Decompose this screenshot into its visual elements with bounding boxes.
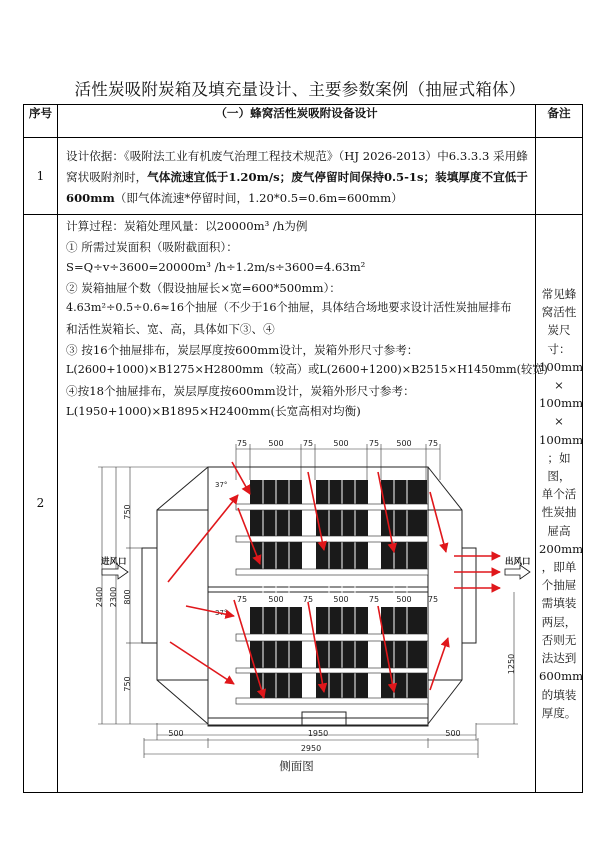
dim-top-label: 500 (268, 438, 284, 448)
dim-top-label: 75 (236, 438, 248, 448)
note-line: 100mm (539, 396, 584, 411)
dim-top-label: 75 (427, 438, 439, 448)
note-line: 厚度。 (541, 705, 577, 720)
dim-top-label: 75 (368, 438, 380, 448)
header-no: 序号 (24, 105, 58, 138)
calc-line: ③ 按16个抽屉排布，炭层厚度按600mm设计，炭箱外形尺寸参考： (66, 342, 419, 357)
table-header-row (24, 105, 583, 138)
dim-top-label: 75 (302, 438, 314, 448)
inlet-arrow-icon (102, 565, 128, 579)
row1-text-a: 设计依据：《吸附法工业有机废气治理工程技术规范》（HJ 2026-2013）中6.3.3.3 采用蜂窝状吸附剂时， (66, 149, 528, 184)
design-table (23, 104, 583, 793)
carbon-box-drawing (58, 422, 536, 740)
top-dimension-line (236, 444, 440, 480)
table-row-1 (24, 138, 583, 215)
note-line: 个抽屉 (541, 578, 577, 593)
outlet-arrow-icon (505, 565, 530, 579)
note-line: 100mm (539, 432, 584, 447)
calc-line: 4.63m²÷0.5÷0.6≈16个抽屉（不少于16个抽屉，具体结合场地要求设计活性炭抽屉排布 (66, 301, 512, 315)
row2-number: 2 (24, 215, 58, 793)
note-line: ，即单 (541, 560, 577, 575)
note-line: 常见蜂 (541, 287, 577, 302)
header-note: 备注 (536, 105, 583, 138)
calc-line: L(2600+1000)×B1275×H2800mm（较高）或L(2600+1200)×B2515×H1450mm(较宽) (66, 363, 548, 377)
dim-total-label: 2950 (300, 743, 322, 753)
inlet-label: 进风口 (101, 556, 127, 567)
row2-content (58, 215, 548, 793)
calc-line: S=Q÷v÷3600=20000m³ /h÷1.2m/s÷3600=4.63m² (66, 260, 366, 275)
note-line: 性炭抽 (541, 505, 577, 520)
row1-text-bold: 气体流速宜低于1.20m/s；废气停留时间保持0.5-1s；装填厚度不宜低于600mm (66, 170, 528, 205)
side-view-diagram (58, 422, 535, 740)
note-line: ；如图， (547, 450, 571, 484)
bottom-dimension-area (58, 728, 535, 792)
row1-note (536, 138, 583, 215)
diagram-caption: 侧面图 (279, 758, 314, 773)
top-dimension-labels (237, 439, 438, 448)
dim-mid-label: 75 (427, 594, 439, 604)
dim-right-label: 1250 (507, 653, 516, 675)
note-line: 炭尺 (547, 323, 571, 338)
dim-left-label: 2400 (95, 586, 104, 608)
calc-line: ④按18个抽屉排布，炭层厚度按600mm设计，炭箱外形尺寸参考： (66, 383, 415, 398)
note-line: 否则无 (541, 632, 577, 647)
note-line: 寸： (547, 341, 571, 356)
dim-top-label: 500 (396, 438, 412, 448)
note-line: 100mm (539, 359, 584, 374)
dim-left-label: 2300 (109, 586, 118, 608)
note-line: 需填装 (541, 596, 577, 611)
dim-bottom-label: 500 (168, 728, 184, 738)
dim-top-label: 500 (333, 438, 349, 448)
note-line: 两层， (541, 614, 577, 629)
dim-left-label: 800 (123, 589, 132, 605)
row2-note (536, 215, 583, 793)
calc-line: 和活性炭箱长、宽、高，具体如下③、④ (66, 321, 275, 336)
dim-left-label: 750 (123, 504, 132, 520)
dim-bottom-label: 1950 (307, 728, 329, 738)
note-line: 法达到 (541, 651, 577, 666)
upper-carbon-drawers (250, 480, 427, 569)
dim-bottom-label: 500 (445, 728, 461, 738)
table-row-2 (24, 215, 583, 793)
note-line: 200mm (539, 541, 584, 556)
mid-dimension-labels (237, 595, 438, 604)
note-line: 屉高 (547, 523, 571, 538)
angle-label: 37° (215, 608, 228, 617)
angle-label: 37° (215, 480, 228, 489)
calc-line: ② 炭箱抽屉个数（假设抽屉长×宽=600*500mm）： (66, 280, 341, 295)
dim-mid-label: 75 (368, 594, 380, 604)
calc-line: L(1950+1000)×B1895×H2400mm(长宽高相对均衡) (66, 404, 361, 419)
calc-line: 计算过程：炭箱处理风量：以20000m³ /h为例 (66, 219, 308, 233)
left-dimension-labels (95, 504, 132, 691)
header-content: （一）蜂窝活性炭吸附设备设计 (58, 105, 536, 138)
dim-mid-label: 500 (333, 594, 349, 604)
dim-mid-label: 500 (268, 594, 284, 604)
note-line: × (554, 378, 564, 393)
page-title: 活性炭吸附炭箱及填充量设计、主要参数案例（抽屉式箱体） (74, 80, 526, 99)
dim-left-label: 750 (123, 676, 132, 692)
note-line: 600mm (539, 669, 584, 684)
row1-text-c: （即气体流速*停留时间，1.20*0.5=0.6m=600mm） (114, 191, 403, 205)
calc-line: ① 所需过炭面积（吸附截面积）： (66, 239, 238, 254)
outlet-label: 出风口 (505, 556, 531, 567)
dim-mid-label: 75 (236, 594, 248, 604)
dim-mid-label: 75 (302, 594, 314, 604)
lower-carbon-drawers (250, 607, 427, 698)
note-line: 的填装 (541, 687, 577, 702)
note-line: 窝活性 (541, 305, 577, 320)
row1-number: 1 (24, 138, 58, 215)
row1-content (58, 138, 536, 215)
calc-text (58, 215, 548, 422)
note-line: 单个活 (541, 487, 577, 502)
note-line: × (554, 414, 564, 429)
dim-mid-label: 500 (396, 594, 412, 604)
